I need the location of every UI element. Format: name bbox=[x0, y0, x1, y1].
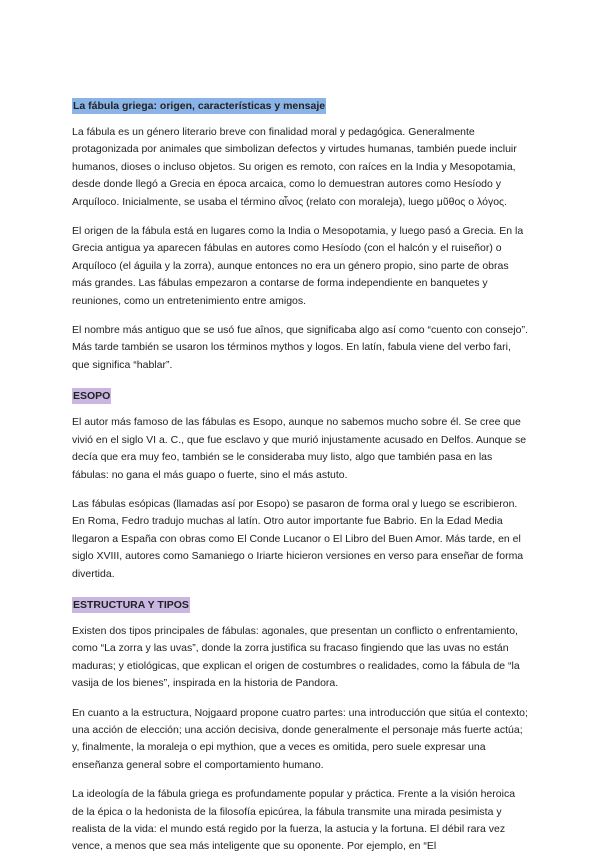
esopo-paragraph-1: El autor más famoso de las fábulas es Esopo, aunque no sabemos mucho sobre él. Se cree que vivió en el siglo VI a. C., que fue esclavo y que murió injustamente acusado en Delfos. Aunque se decía que era muy feo, también se le consideraba muy listo, algo que también pasa en las fábulas: no gana el más guapo o fuerte, sino el más astuto. bbox=[72, 416, 527, 481]
title-wrap bbox=[72, 96, 528, 112]
document-page bbox=[72, 96, 528, 868]
estructura-paragraph-2: En cuanto a la estructura, Nojgaard propone cuatro partes: una introducción que sitúa el contexto; una acción de elección; una acción decisiva, donde generalmente el personaje más fuerte actúa; y, finalmente, la moraleja o epi mythion, que a veces es omitida, pero suele expresar una enseñanza general sobre el comportamiento humano. bbox=[72, 706, 528, 771]
estructura-heading-wrap bbox=[72, 595, 528, 611]
document-title: La fábula griega: origen, características y mensaje bbox=[73, 100, 326, 112]
esopo-paragraph-2: Las fábulas esópicas (llamadas así por Esopo) se pasaron de forma oral y luego se escribieron. En Roma, Fedro tradujo muchas al latín. Otro autor importante fue Babrio. En la Edad Media llegaron a España con obras como El Conde Lucanor o El Libro del Buen Amor. Más tarde, en el siglo XVIII, autores como Samaniego o Iriarte hicieron versiones en verso para enseñar de forma divertida. bbox=[72, 497, 524, 580]
esopo-heading-wrap bbox=[72, 386, 528, 402]
estructura-heading: ESTRUCTURA Y TIPOS bbox=[73, 598, 189, 611]
intro-paragraph-3: El nombre más antiguo que se usó fue aînos, que significaba algo así como “cuento con consejo”. Más tarde también se usaron los términos mythos y logos. En latín, fabula viene del verbo fari, que significa “hablar”. bbox=[72, 324, 528, 371]
estructura-paragraph-1: Existen dos tipos principales de fábulas: agonales, que presentan un conflicto o enfrentamiento, como “La zorra y las uvas”, donde la zorra justifica su fracaso fingiendo que las uvas no están maduras; y etiológicas, que explican el origen de costumbres o realidades, como la fábula de “la vasija de los bienes”, inspirada en la historia de Pandora. bbox=[72, 624, 520, 690]
esopo-heading: ESOPO bbox=[73, 390, 111, 403]
intro-paragraph-2: El origen de la fábula está en lugares como la India o Mesopotamia, y luego pasó a Grecia. En la Grecia antigua ya aparecen fábulas en autores como Hesíodo (con el halcón y el ruiseñor) o Arquíloco (el águila y la zorra), aunque entonces no era un género propio, sino parte de obras más grandes. Las fábulas empezaron a contarse de forma independiente en banquetes y reuniones, como un entretenimiento entre amigos. bbox=[72, 225, 524, 307]
intro-paragraph-1: La fábula es un género literario breve con finalidad moral y pedagógica. Generalmente protagonizada por animales que simbolizan defectos y virtudes humanas, también puede incluir humanos, dioses o incluso objetos. Su origen es remoto, con raíces en la India y Mesopotamia, desde donde llegó a Grecia en época arcaica, como lo demuestran autores como Hesíodo y Arquíloco. Inicialmente, se usaba el término αἶνος (relato con moraleja), luego μῦθος o λόγος. bbox=[72, 126, 517, 208]
estructura-paragraph-3: La ideología de la fábula griega es profundamente popular y práctica. Frente a la visión heroica de la épica o la hedonista de la filosofía epicúrea, la fábula transmite una mirada pesimista y realista de la vida: el mundo está regido por la fuerza, la astucia y la fortuna. El débil rara vez vence, a menos que sea más inteligente que su oponente. Por ejemplo, en “El bbox=[72, 788, 516, 853]
